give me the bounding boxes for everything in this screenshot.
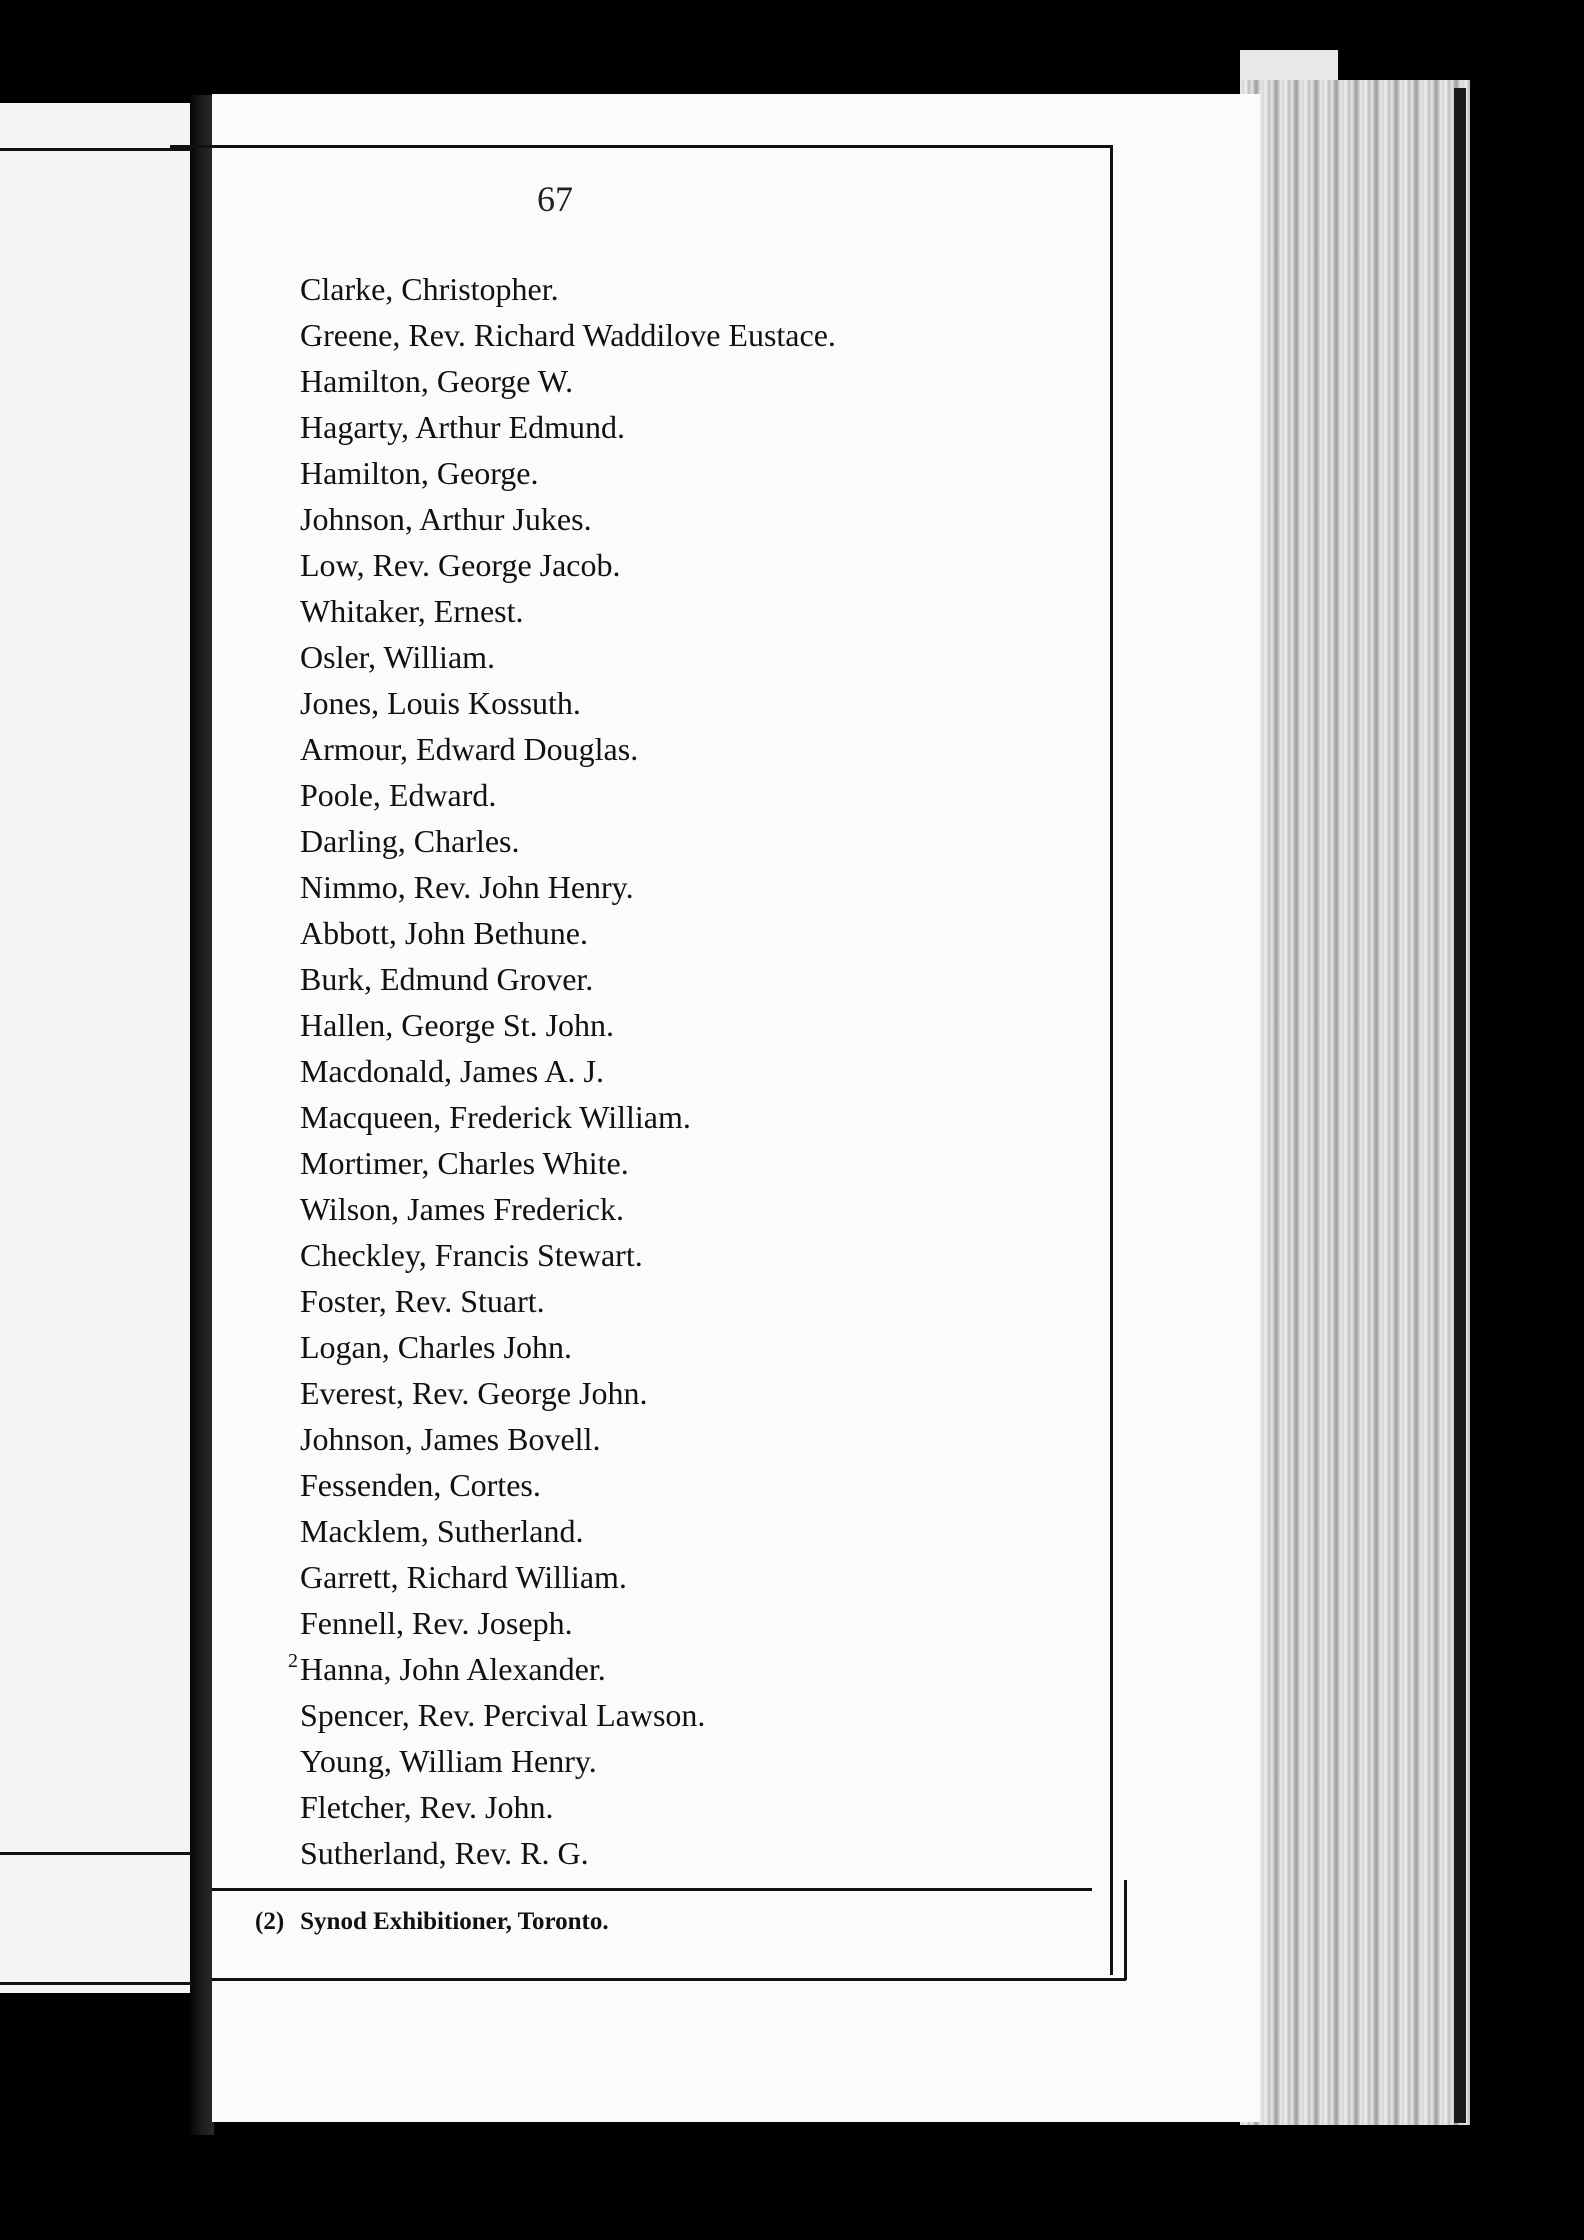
- name-entry: [300, 910, 1000, 956]
- footnote-text: Synod Exhibitioner, Toronto.: [300, 1908, 609, 1935]
- name-text: Poole, Edward.: [300, 777, 497, 813]
- left-footnote-rule: [0, 1852, 192, 1855]
- name-entry: [300, 1002, 1000, 1048]
- name-text: Checkley, Francis Stewart.: [300, 1237, 643, 1273]
- name-entry: [300, 542, 1000, 588]
- name-entry: [300, 1830, 1000, 1876]
- name-entry: [300, 1048, 1000, 1094]
- footnote-rule: [212, 1888, 1092, 1891]
- name-text: Burk, Edmund Grover.: [300, 961, 594, 997]
- name-text: Armour, Edward Douglas.: [300, 731, 639, 767]
- name-list: [288, 266, 1000, 1876]
- name-entry: [300, 680, 1000, 726]
- name-text: Hanna, John Alexander.: [300, 1651, 606, 1687]
- name-entry: [300, 1186, 1000, 1232]
- name-entry: [300, 818, 1000, 864]
- name-entry: [300, 1324, 1000, 1370]
- name-entry: [300, 1738, 1000, 1784]
- name-text: Fletcher, Rev. John.: [300, 1789, 554, 1825]
- name-entry: [300, 726, 1000, 772]
- name-entry: [300, 312, 1000, 358]
- name-text: Spencer, Rev. Percival Lawson.: [300, 1697, 706, 1733]
- book-cover-edge: [1454, 88, 1466, 2123]
- name-text: Abbott, John Bethune.: [300, 915, 588, 951]
- name-text: Macqueen, Frederick William.: [300, 1099, 691, 1135]
- right-frame-rule-lower: [1124, 1880, 1127, 1980]
- name-entry: [300, 1278, 1000, 1324]
- name-entry: [300, 1554, 1000, 1600]
- name-entry: [300, 634, 1000, 680]
- name-text: Young, William Henry.: [300, 1743, 597, 1779]
- name-entry: [300, 1232, 1000, 1278]
- name-entry: [288, 1646, 1000, 1692]
- name-entry: [300, 1140, 1000, 1186]
- name-text: Hamilton, George W.: [300, 363, 574, 399]
- name-text: Foster, Rev. Stuart.: [300, 1283, 545, 1319]
- name-text: Logan, Charles John.: [300, 1329, 572, 1365]
- name-text: Fessenden, Cortes.: [300, 1467, 541, 1503]
- name-text: Hamilton, George.: [300, 455, 539, 491]
- name-text: Garrett, Richard William.: [300, 1559, 627, 1595]
- name-entry: [300, 1370, 1000, 1416]
- name-text: Whitaker, Ernest.: [300, 593, 524, 629]
- name-entry: [300, 1692, 1000, 1738]
- left-facing-page: [0, 103, 192, 1993]
- name-text: Osler, William.: [300, 639, 496, 675]
- name-text: Clarke, Christopher.: [300, 271, 559, 307]
- name-text: Macdonald, James A. J.: [300, 1053, 604, 1089]
- name-text: Darling, Charles.: [300, 823, 520, 859]
- name-text: Jones, Louis Kossuth.: [300, 685, 581, 721]
- name-text: Hagarty, Arthur Edmund.: [300, 409, 625, 445]
- name-entry: [300, 1416, 1000, 1462]
- name-entry: [300, 1600, 1000, 1646]
- name-entry: [300, 956, 1000, 1002]
- name-entry: [300, 1508, 1000, 1554]
- name-text: Macklem, Sutherland.: [300, 1513, 584, 1549]
- name-entry: [300, 864, 1000, 910]
- book-gutter: [190, 95, 214, 2135]
- name-text: Fennell, Rev. Joseph.: [300, 1605, 573, 1641]
- name-text: Johnson, Arthur Jukes.: [300, 501, 592, 537]
- right-frame-rule: [1110, 145, 1113, 1975]
- name-text: Nimmo, Rev. John Henry.: [300, 869, 634, 905]
- name-entry: [300, 1094, 1000, 1140]
- left-top-rule: [0, 148, 192, 151]
- page-edges: [1240, 80, 1470, 2125]
- footnote: [255, 1908, 609, 1936]
- name-text: Greene, Rev. Richard Waddilove Eustace.: [300, 317, 836, 353]
- name-text: Wilson, James Frederick.: [300, 1191, 624, 1227]
- name-text: Sutherland, Rev. R. G.: [300, 1835, 589, 1871]
- left-bottom-rule: [0, 1982, 192, 1985]
- name-text: Mortimer, Charles White.: [300, 1145, 629, 1181]
- name-entry: [300, 772, 1000, 818]
- name-entry: [300, 588, 1000, 634]
- name-text: Hallen, George St. John.: [300, 1007, 615, 1043]
- name-text: Low, Rev. George Jacob.: [300, 547, 621, 583]
- name-entry: [300, 266, 1000, 312]
- name-entry: [300, 450, 1000, 496]
- name-text: Everest, Rev. George John.: [300, 1375, 648, 1411]
- name-entry: [300, 358, 1000, 404]
- name-entry: [300, 496, 1000, 542]
- name-entry: [300, 1784, 1000, 1830]
- bottom-rule: [212, 1978, 1126, 1981]
- name-entry: [300, 1462, 1000, 1508]
- name-text: Johnson, James Bovell.: [300, 1421, 601, 1457]
- page-number: 67: [537, 179, 573, 219]
- top-rule: [170, 145, 1112, 148]
- footnote-number: (2): [255, 1908, 285, 1935]
- name-entry: [300, 404, 1000, 450]
- footnote-marker: 2: [288, 1650, 298, 1672]
